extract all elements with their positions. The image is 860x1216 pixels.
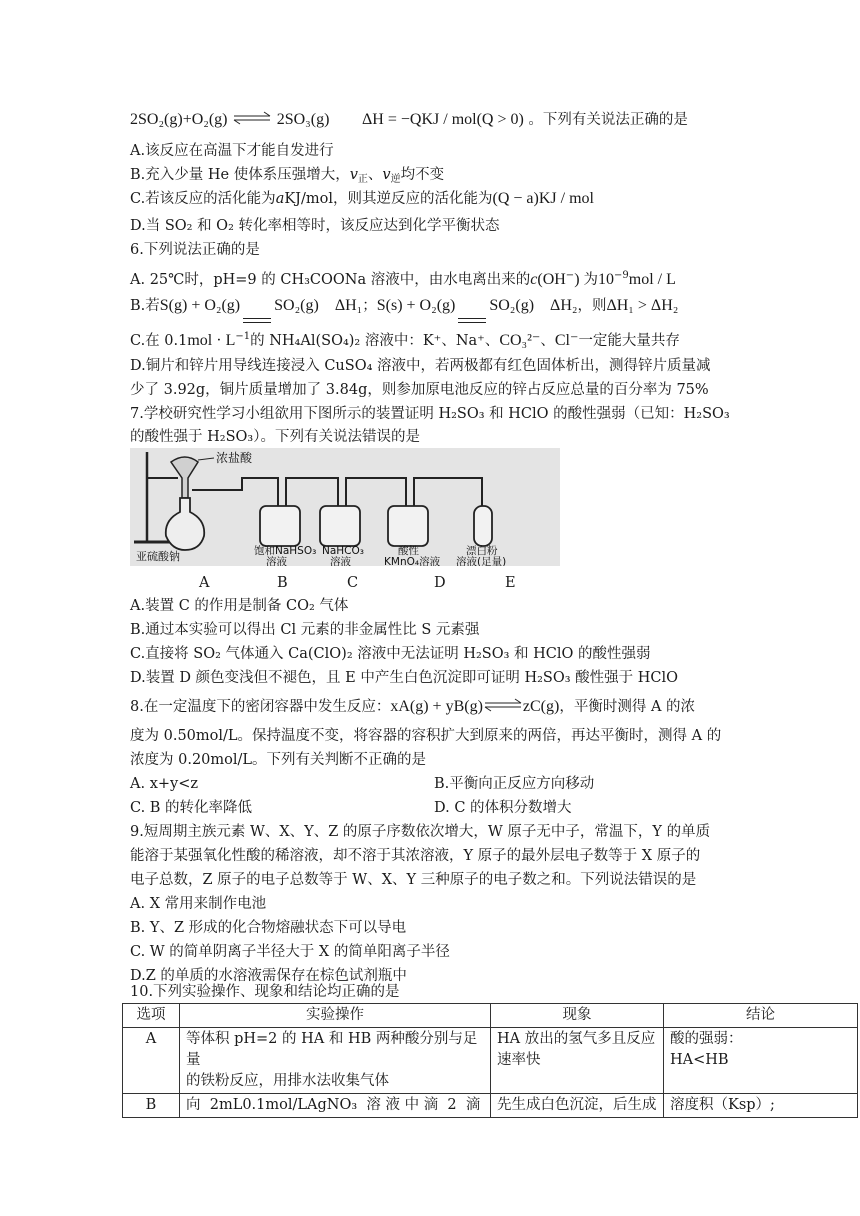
label-e2: 溶液(足量) — [456, 556, 507, 566]
q5-c-a: a — [275, 191, 285, 207]
q8-equation-right: zC(g) — [522, 698, 560, 715]
row-a-op-line1: 等体积 pH=2 的 HA 和 HB 两种酸分别与足量 — [186, 1031, 478, 1068]
q5-b-sep: 、 — [367, 167, 383, 183]
q6-c-mid: 的 NH₄Al(SO₄)₂ 溶液中：K⁺、Na⁺、 — [250, 333, 500, 349]
q9-option-b: B. Y、Z 形成的化合物熔融状态下可以导电 — [130, 920, 407, 936]
q5-c-text: C.若该反应的活化能为 — [130, 191, 276, 207]
row-b-conclusion: 溶度积（Ksp）; — [664, 1094, 858, 1118]
apparatus-letter-e: E — [505, 575, 516, 591]
q5-c-formula: (Q − a)KJ / mol — [492, 190, 594, 207]
q7-option-d: D.装置 D 颜色变浅但不褪色，且 E 中产生白色沉淀即可证明 H₂SO₃ 酸性强于 HClO — [130, 670, 679, 686]
bottle-d — [388, 506, 428, 546]
q5-b-text: B.充入少量 He 使体系压强增大， — [130, 167, 350, 183]
q8-stem-line3: 浓度为 0.20mol/L。下列有关判断不正确的是 — [130, 752, 427, 768]
q6-b-compare: ΔH₁ > ΔH₂ — [606, 297, 679, 314]
q7-option-c: C.直接将 SO₂ 气体通入 Ca(ClO)₂ 溶液中无法证明 H₂SO₃ 和 HClO 的酸性强弱 — [130, 646, 651, 662]
header-phenomenon: 现象 — [491, 1004, 664, 1028]
q6-a-unit: mol / L — [628, 271, 676, 288]
q5-equation-right: 2SO₃(g) — [276, 111, 330, 128]
label-b2: 溶液 — [266, 556, 287, 566]
q6-c-text: C.在 0.1 — [130, 333, 188, 349]
q5-c-mid: KJ/mol，则其逆反应的活化能为 — [284, 191, 493, 207]
q6-a-val: 10 — [598, 271, 615, 288]
row-b-phenomenon: 先生成白色沉淀，后生成 — [491, 1094, 664, 1118]
row-a-operation — [180, 1028, 491, 1094]
q6-option-a — [130, 266, 676, 290]
q8-option-c: C. B 的转化率降低 — [130, 800, 253, 816]
q8-stem-line2: 度为 0.50mol/L。保持温度不变，将容器的容积扩大到原来的两倍，再达平衡时，测得 A 的 — [130, 728, 722, 744]
q9-stem-line3: 电子总数，Z 原子的电子总数等于 W、X、Y 三种原子的电子数之和。下列说法错误的是 — [130, 872, 697, 888]
apparatus-letter-b: B — [277, 575, 288, 591]
q9-option-c: C. W 的简单阴离子半径大于 X 的简单阳离子半径 — [130, 944, 450, 960]
q6-b-eq1-left: S(g) + O₂(g) — [159, 297, 241, 314]
label-flask: 亚硫酸钠 — [136, 550, 180, 563]
apparatus-letter-d: D — [434, 575, 446, 591]
q6-b-eq1-right: SO₂(g) — [274, 297, 319, 314]
q9-stem-line2: 能溶于某强氧化性酸的稀溶液，却不溶于其浓溶液，Y 原子的最外层电子数等于 X 原子的 — [130, 848, 701, 864]
q6-option-d-line2: 少了 3.92g，铜片质量增加了 3.84g，则参加原电池反应的锌占反应总量的百分率为 75% — [130, 382, 709, 398]
q5-option-b — [130, 165, 444, 190]
q8-stem-post: ，平衡时测得 A 的浓 — [559, 699, 696, 715]
q6-b-then: ，则 — [577, 298, 607, 314]
test-tube-e — [474, 506, 492, 546]
row-a-conclusion — [664, 1028, 858, 1094]
apparatus-letter-c: C — [347, 575, 359, 591]
q8-option-d: D. C 的体积分数增大 — [434, 800, 572, 816]
q6-b-eq2-right: SO₂(g) — [489, 297, 535, 314]
q6-b-dh1: ΔH₁ — [334, 297, 363, 314]
reversible-arrow-icon — [483, 698, 523, 712]
v-reverse: v — [382, 167, 391, 183]
q8-stem-text: 8.在一定温度下的密闭容器中发生反应： — [130, 699, 391, 715]
row-a-ph-line1: HA 放出的氢气多且反应 — [497, 1031, 656, 1047]
q6-a-text: A. 25℃时，pH=9 的 CH₃COONa 溶液中，由水电离出来的 — [130, 272, 531, 288]
table-row — [123, 1094, 858, 1118]
q6-b-semi: ； — [362, 298, 377, 314]
label-c2: 溶液 — [330, 556, 351, 566]
q9-option-a: A. X 常用来制作电池 — [130, 896, 267, 912]
q9-option-d: D.Z 的单质的水溶液需保存在棕色试剂瓶中 — [130, 968, 407, 984]
header-operation: 实验操作 — [180, 1004, 491, 1028]
q6-a-c: c — [530, 271, 538, 288]
q8-equation-left: xA(g) + yB(g) — [390, 698, 483, 715]
row-b-operation: 向 2mL0.1mol/LAgNO₃ 溶 液 中 滴 2 滴 — [180, 1094, 491, 1118]
q6-a-exp: −9 — [614, 270, 629, 281]
row-a-ph-line2: 速率快 — [497, 1052, 541, 1068]
q6-c-cl: Cl⁻ — [554, 332, 579, 349]
bottle-b — [260, 506, 300, 546]
q6-a-oh-sup: − — [565, 270, 575, 281]
q5-option-d: D.当 SO₂ 和 O₂ 转化率相等时，该反应达到化学平衡状态 — [130, 218, 500, 234]
row-a-option: A — [123, 1028, 180, 1094]
q8-option-a: A. x+y<z — [130, 776, 198, 792]
q6-a-oh-close: ) — [574, 271, 580, 288]
row-a-co-line1: 酸的强弱： — [670, 1031, 743, 1047]
label-d1: 酸性 — [398, 545, 419, 557]
q5-equation-left: 2SO₂(g)+O₂(g) — [130, 111, 228, 128]
q7-option-b: B.通过本实验可以得出 Cl 元素的非金属性比 S 元素强 — [130, 622, 480, 638]
row-a-phenomenon — [491, 1028, 664, 1094]
label-d2: KMnO₄溶液 — [384, 556, 441, 566]
q6-a-oh: (OH — [537, 271, 566, 288]
q5-b-post: 均不变 — [400, 167, 445, 183]
q8-option-b: B.平衡向正反应方向移动 — [434, 776, 595, 792]
q10-table — [122, 1003, 858, 1118]
bottle-c — [320, 506, 360, 546]
q9-stem-line1: 9.短周期主族元素 W、X、Y、Z 的原子序数依次增大，W 原子无中子，常温下，Y 的单质 — [130, 824, 711, 840]
label-conc-hcl: 浓盐酸 — [216, 451, 253, 465]
q6-b-eq2-left: S(s) + O₂(g) — [376, 297, 456, 314]
row-a-op-line2: 的铁粉反应，用排水法收集气体 — [186, 1073, 389, 1089]
row-a-co-line2: HA<HB — [670, 1052, 729, 1068]
v-reverse-sub: 逆 — [390, 174, 401, 185]
q6-option-b — [130, 296, 678, 316]
header-conclusion: 结论 — [664, 1004, 858, 1028]
q7-option-a: A.装置 C 的作用是制备 CO₂ 气体 — [130, 598, 349, 614]
q6-option-c — [130, 327, 680, 351]
q8-stem-line1 — [130, 697, 695, 717]
label-b1: 饱和NaHSO₃ — [254, 545, 317, 557]
q6-stem: 6.下列说法正确的是 — [130, 242, 260, 258]
q6-c-post: 一定能大量共存 — [578, 333, 680, 349]
q6-a-mid: 为 — [583, 272, 599, 288]
apparatus-figure — [130, 448, 560, 566]
q5-stem — [130, 110, 688, 130]
reversible-arrow-icon — [232, 111, 272, 125]
q6-c-unit: mol · L — [187, 332, 236, 349]
table-header-row — [123, 1004, 858, 1028]
q5-option-a: A.该反应在高温下才能自发进行 — [130, 143, 334, 159]
q5-question: 。下列有关说法正确的是 — [528, 112, 688, 128]
header-option: 选项 — [123, 1004, 180, 1028]
q6-b-text: B.若 — [130, 298, 160, 314]
label-c1: NaHCO₃ — [322, 545, 364, 557]
q6-c-unit-sup: −1 — [235, 331, 251, 342]
v-forward-sub: 正 — [357, 174, 368, 185]
row-b-option: B — [123, 1094, 180, 1118]
q6-b-dh2: ΔH₂ — [550, 297, 578, 314]
q7-stem-line2: 的酸性强于 H₂SO₃）。下列有关说法错误的是 — [130, 429, 420, 445]
table-row — [123, 1028, 858, 1094]
label-e1: 漂白粉 — [466, 545, 498, 557]
q6-c-sep: 、 — [540, 333, 555, 349]
apparatus-letter-a: A — [199, 575, 210, 591]
q5-option-c — [130, 189, 594, 209]
v-forward: v — [349, 167, 358, 183]
q6-option-d-line1: D.铜片和锌片用导线连接浸入 CuSO₄ 溶液中，若两极都有红色固体析出，测得锌片质量减 — [130, 358, 711, 374]
q6-c-co3: CO₃²⁻ — [499, 332, 541, 349]
q10-stem: 10.下列实验操作、现象和结论均正确的是 — [130, 984, 400, 1000]
q5-enthalpy: ΔH = −QKJ / mol(Q > 0) — [362, 111, 524, 128]
q7-stem-line1: 7.学校研究性学习小组欲用下图所示的装置证明 H₂SO₃ 和 HClO 的酸性强弱（已知：H₂SO₃ — [130, 406, 730, 422]
